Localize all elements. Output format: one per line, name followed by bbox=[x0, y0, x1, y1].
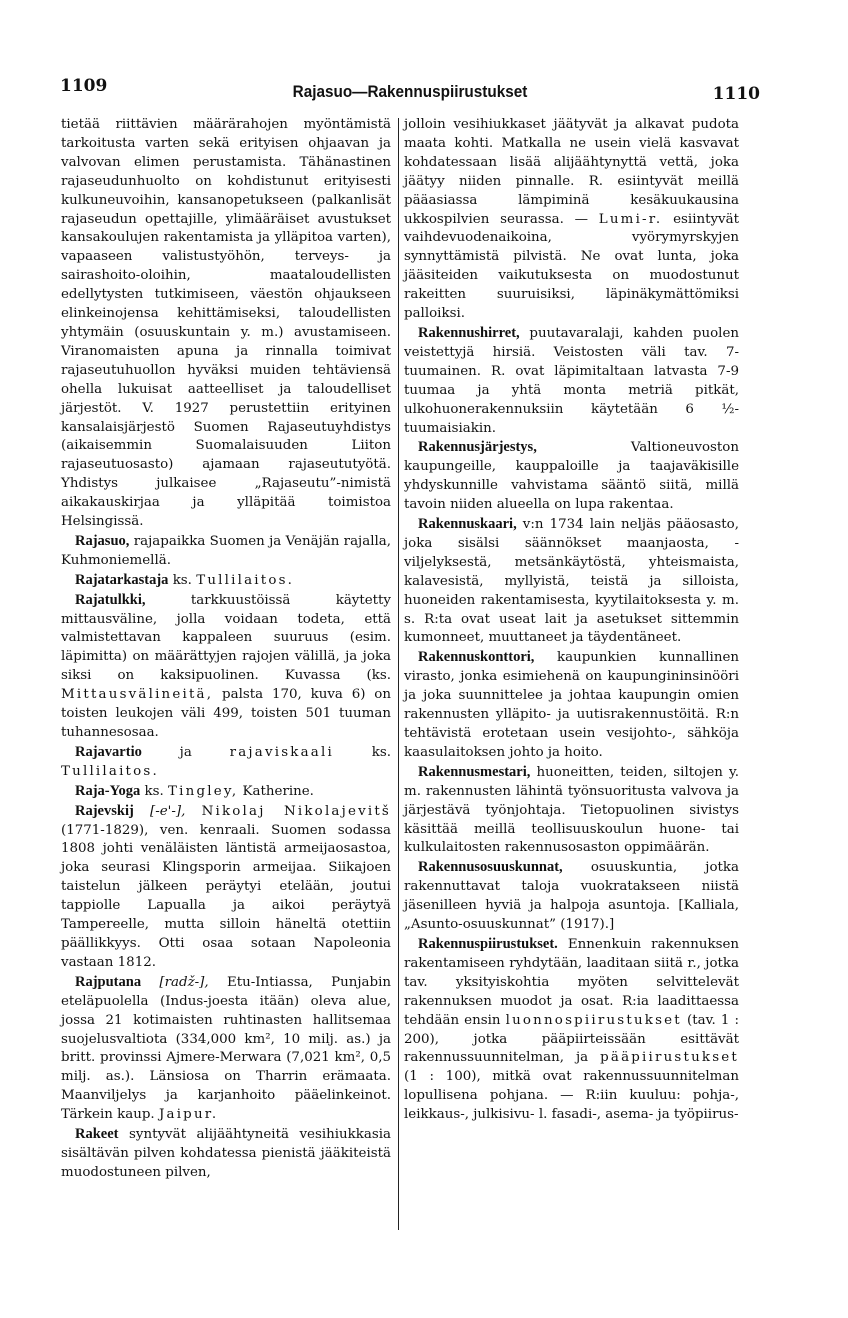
entry-headword: Rakennuskonttori, bbox=[418, 649, 535, 666]
entry-headword: Rajatulkki, bbox=[75, 591, 146, 608]
entry-text: v:n 1734 lain neljäs pääosasto, joka sisälsi säännökset maanjaosta, -viljelyksestä, metsänkäytöstä, yhteismaista, kalavesistä, myllyistä, teistä ja silloista, huoneiden rakentamisesta, kyytilaitoksesta y. m. s. R:ta ovat useat lait ja asetukset sittemmin kumonneet, muuttaneet ja täydentäneet. bbox=[404, 517, 739, 646]
dictionary-entry bbox=[404, 515, 739, 648]
dictionary-entry bbox=[61, 116, 391, 532]
entry-text: Jaipur. bbox=[158, 1107, 219, 1123]
entry-text: Tullilaitos. bbox=[196, 572, 295, 588]
right-column bbox=[404, 116, 739, 1125]
entry-text: (tav. 1 : 200), jotka pääpiirteissään esittävät rakennussuunnitelman, ja bbox=[404, 1012, 739, 1066]
entry-text: pääpiirustukset bbox=[600, 1050, 739, 1066]
entry-text: Etu-Intiassa, Punjabin eteläpuolella (Indus-joesta itään) oleva alue, jossa 21 kotimaisten ruhtinasten hallitsemaa suojelusvaltiota (334,000 km², 10 milj. as.) ja britt. provinssi Ajmere-Merwara (7,021 km², 0,5 milj. as.). Länsiosa on Tharrin erämaata. Maanviljelys ja karjanhoito pääelinkeinot. Tärkein kaup. bbox=[61, 974, 391, 1123]
entry-text: palsta 170, kuva 6) on toisten leukojen väli 499, toisten 501 tuuman tuhannesosaa. bbox=[61, 687, 391, 740]
entry-text: (1771-1829), ven. kenraali. Suomen sodassa 1808 johti venäläisten läntistä armeijaosastoa, joka seurasi Klingsporin armeijaa. Siikajoen taistelun jälkeen peräytyi etelään, joutui tappiolle Lapualla ja aikoi peräytyä Tampereelle, mutta silloin häneltä otettiin päällikkyys. Otti osaa sotaan Napoleonia vastaan 1812. bbox=[61, 822, 391, 970]
dictionary-entry bbox=[61, 743, 391, 782]
entry-text: Mittausvälineitä, bbox=[61, 687, 214, 703]
entry-text: Lumi-r. bbox=[598, 211, 663, 227]
entry-headword: Rakennuskaari, bbox=[418, 516, 517, 533]
entry-text: Tullilaitos. bbox=[61, 763, 159, 779]
entry-text: puutavaralaji, kahden puolen veistettyjä hirsiä. Veistosten väli tav. 7-tuumainen. R. ovat läpimitaltaan latvasta 7-9 tuumaa ja yhtä monta metriä pitkät, ulkohuonerakennuksiin käytetään 6 ½-tuumaisiakin. bbox=[404, 325, 739, 436]
dictionary-entry bbox=[61, 973, 391, 1125]
entry-text: kaupunkien kunnallinen virasto, jonka esimiehenä on kaupungininsinööri ja joka suunnittelee ja johtaa kaupungin omien rakennusten ylläpito- ja uutisrakennustöitä. R:n tehtävistä erotetaan usein vesijohto-, sähköja kaasulaitoksen johto ja hoito. bbox=[404, 650, 739, 760]
entry-headword: Rakennusosuuskunnat, bbox=[418, 859, 563, 876]
entry-headword: Raja-Yoga bbox=[75, 782, 141, 799]
entry-headword: Rajavartio bbox=[75, 743, 142, 760]
entry-text: ja bbox=[141, 744, 230, 760]
dictionary-entry bbox=[61, 591, 391, 743]
dictionary-entry bbox=[404, 858, 739, 935]
left-page-number: 1109 bbox=[60, 76, 108, 96]
entry-headword: Rakennusjärjestys, bbox=[418, 439, 537, 456]
entry-text: Katherine. bbox=[238, 783, 314, 799]
entry-text: esiintyvät vaihdevuodenaikoina, vyörymyrskyjen synnyttämistä pilvistä. Ne ovat lunta, joka jääsiteiden vaikutuksesta on muodostunut rakeitten suuruisiksi, läpinäkymättömiksi palloiksi. bbox=[404, 211, 739, 322]
dictionary-entry bbox=[404, 324, 739, 438]
entry-headword: Rakennusmestari, bbox=[418, 763, 531, 780]
dictionary-entry bbox=[404, 648, 739, 762]
entry-text: tarkkuustöissä käytetty mittausväline, jolla voidaan todeta, että valmistettavan kappaleen suuruus (esim. läpimitta) on määrättyjen rajojen välillä, ja joka siksi on kaksipuolinen. Kuvassa (ks. bbox=[61, 592, 391, 684]
running-title: Rajasuo—Rakennuspiirustukset bbox=[292, 82, 528, 101]
entry-headword: Rajatarkastaja bbox=[75, 571, 169, 588]
entry-text: rajaviskaali bbox=[229, 744, 334, 760]
entry-text: [-e'-], bbox=[133, 803, 186, 819]
entry-text: tietää riittävien määrärahojen myöntämistä tarkoitusta varten sekä erityisen ohjaavan ja valvovan elimen perustamista. Tähänastinen rajaseudunhuolto on kohdistunut erityisesti kulkuneuvoihin, kansanopetukseen (palkanlisät rajaseudun opettajille, ylimääräiset avustukset kansakoulujen rakentamista ja ylläpitoa varten), vapaaseen valistustyöhön, terveys- ja sairashoito-oloihin, maataloudellisten edellytysten tutkimiseen, väestön ohjaukseen elinkeinojensa kehittämiseksi, taloudellisten yhtymäin (osuuskuntain y. m.) avustamiseen. Viranomaisten apuna ja rinnalla toimivat rajaseutuhuollon hyväksi muiden tehtäviensä ohella lukuisat aatteelliset ja taloudelliset järjestöt. V. 1927 perustettiin erityinen kansalaisjärjestö Suomen Rajaseutuyhdistys (aikaisemmin Suomalaisuuden Liiton rajaseutuosasto) ajamaan rajaseututyötä. Yhdistys julkaisee „Rajaseutu”-nimistä aikakauskirjaa ja ylläpitää toimistoa Helsingissä. bbox=[61, 117, 391, 530]
right-page-number: 1110 bbox=[712, 84, 760, 104]
entry-text: rajapaikka Suomen ja Venäjän rajalla, Kuhmoniemellä. bbox=[61, 533, 391, 568]
dictionary-entry bbox=[61, 532, 391, 571]
entry-text: Tingley, bbox=[168, 783, 239, 799]
entry-text: (1 : 100), mitkä ovat rakennussuunnitelman lopullisena pohjana. — R:iin kuuluu: pohja-, leikkaus-, julkisivu- l. fasadi-, asema- ja työpiirus- bbox=[404, 1069, 739, 1123]
dictionary-entry bbox=[61, 802, 391, 973]
entry-text: luonnospiirustukset bbox=[505, 1012, 682, 1028]
left-column bbox=[61, 116, 391, 1183]
dictionary-entry bbox=[404, 116, 739, 324]
entry-headword: Rakennushirret, bbox=[418, 324, 520, 341]
entry-text bbox=[185, 804, 201, 819]
entry-headword: Rakennuspiirustukset. bbox=[418, 935, 558, 952]
dictionary-entry bbox=[404, 438, 739, 515]
entry-text: ks. bbox=[333, 744, 392, 760]
dictionary-entry bbox=[404, 763, 739, 859]
entry-text: Valtioneuvoston kaupungeille, kauppaloille ja taajaväkisille yhdyskunnille vahvistama sääntö siitä, millä tavoin niiden alueella on lupa rakentaa. bbox=[404, 440, 739, 513]
page-header bbox=[60, 76, 760, 106]
entry-headword: Rajasuo, bbox=[75, 532, 130, 549]
entry-headword: Rajputana bbox=[75, 973, 142, 990]
entry-text: ks. bbox=[168, 572, 197, 588]
dictionary-entry bbox=[61, 1125, 391, 1183]
dictionary-entry bbox=[404, 935, 739, 1125]
dictionary-entry bbox=[61, 571, 391, 591]
column-divider bbox=[398, 118, 399, 1230]
entry-text: syntyvät alijäähtyneitä vesihiukkasia sisältävän pilven kohdatessa pienistä jääkiteistä muodostuneen pilven, bbox=[61, 1127, 391, 1180]
entry-text: Ennenkuin rakennuksen rakentamiseen ryhdytään, laaditaan siitä r., jotka tav. yksityiskohtia myöten selvittelevät rakennuksen muodot ja osat. R:ia laadittaessa tehdään ensin bbox=[404, 936, 739, 1028]
entry-text: osuuskuntia, jotka rakennuttavat taloja vuokratakseen niistä jäsenilleen hyviä ja halpoja asuntoja. [Kalliala, „Asunto-osuuskunnat” (1917).] bbox=[404, 860, 739, 933]
entry-text: jolloin vesihiukkaset jäätyvät ja alkavat pudota maata kohti. Matkalla ne usein vielä kasvavat kohdatessaan lisää alijäähtynyttä vettä, joka jäätyy niiden pinnalle. R. esiintyvät meillä pääasiassa lämpiminä kesäkuukausina ukkospilvien seurassa. — bbox=[404, 117, 739, 227]
entry-text: [radž-], bbox=[141, 974, 209, 990]
entry-text: Nikolaj Nikolajevitš bbox=[201, 803, 391, 819]
entry-text: ks. bbox=[140, 783, 169, 799]
entry-headword: Rajevskij bbox=[75, 802, 134, 819]
dictionary-entry bbox=[61, 782, 391, 802]
entry-text: huoneitten, teiden, siltojen y. m. rakennusten lähintä työnsuoritusta valvova ja järjestävä työnjohtaja. Tietopuolinen sivistys käsittää meillä teollisuuskoulun huone- tai kulkulaitosten rakennusosaston oppimäärän. bbox=[404, 764, 739, 856]
entry-headword: Rakeet bbox=[75, 1126, 119, 1143]
